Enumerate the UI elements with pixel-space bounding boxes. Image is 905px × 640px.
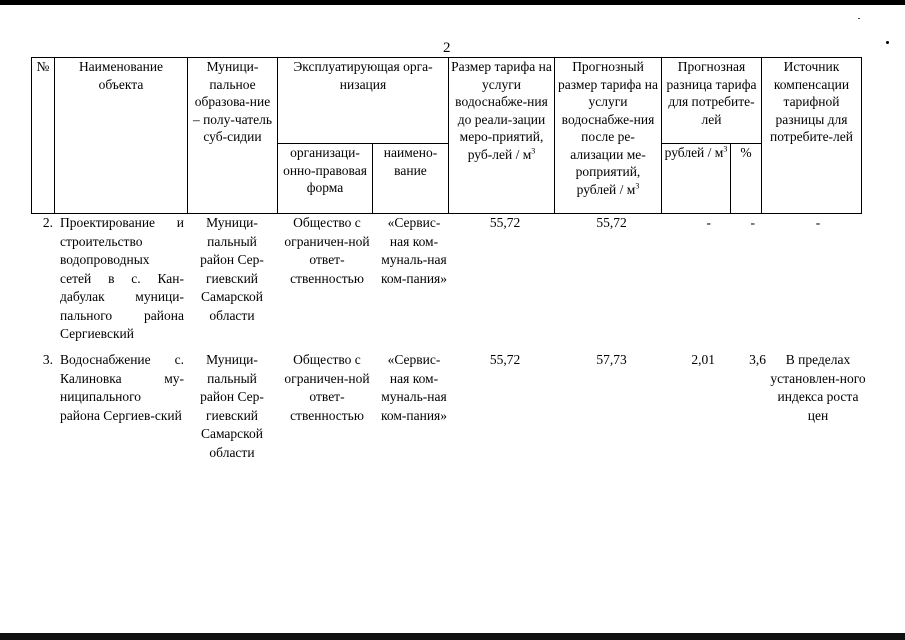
row-org-name: «Сервис-ная ком-муналь-ная ком-пания» bbox=[380, 352, 448, 423]
header-municipality: Муници-пальное образова-ние – полу-чатель суб-сидии bbox=[188, 58, 278, 214]
row-org-form: Общество с ограничен-ной ответ-ственностью bbox=[284, 215, 370, 286]
row-municipality: Муници-пальный район Сер-гиевский Самарской области bbox=[200, 215, 264, 323]
row-source: В пределах установлен-ного индекса роста цен bbox=[770, 352, 866, 423]
header-operator-name: наимено-вание bbox=[373, 144, 449, 214]
row-diff-pct: 3,6 bbox=[749, 352, 766, 367]
header-no: № bbox=[32, 58, 55, 214]
row-diff-rub: - bbox=[706, 215, 711, 230]
scan-edge-bottom bbox=[0, 633, 905, 640]
row-no: 2. bbox=[42, 215, 53, 230]
row-tariff-after: 57,73 bbox=[596, 352, 627, 367]
header-tariff-forecast: Прогнозный размер тарифа на услуги водоснабже-ния после ре-ализации ме-роприятий, рублей / $м^3$ bbox=[555, 58, 662, 214]
header-diff: Прогнозная разница тарифа для потребите-лей bbox=[662, 58, 762, 144]
scan-edge-top bbox=[0, 0, 905, 5]
row-municipality: Муници-пальный район Сер-гиевский Самарской области bbox=[200, 352, 264, 460]
page-number: 2 bbox=[443, 40, 451, 56]
row-name: Проектирование и строительство водопроводных сетей в с. Кан-дабулак муници-пального района Сергиевский bbox=[60, 215, 184, 341]
row-diff-pct: - bbox=[750, 215, 755, 230]
header-tariff-before: Размер тарифа на услуги водоснабже-ния до реали-зации меро-приятий, $руб-лей / м^3$ bbox=[449, 58, 555, 214]
header-name: Наименование объекта bbox=[55, 58, 188, 214]
header-diff-rub: рублей / $м^3$ bbox=[662, 144, 731, 214]
row-no: 3. bbox=[42, 352, 53, 367]
row-source: - bbox=[815, 215, 821, 230]
row-diff-rub: 2,01 bbox=[691, 352, 715, 367]
row-tariff-after: 55,72 bbox=[596, 215, 627, 230]
header-operator-form: организаци-онно-правовая форма bbox=[278, 144, 373, 214]
scan-speck bbox=[886, 41, 889, 44]
header-source: Источник компенсации тарифной разницы для потребите-лей bbox=[762, 58, 862, 214]
row-tariff-before: 55,72 bbox=[489, 215, 521, 230]
row-name: Водоснабжение с. Калиновка му-ниципального района Сергиев-ский bbox=[60, 352, 184, 423]
row-tariff-before: 55,72 bbox=[489, 352, 521, 367]
header-diff-pct: % bbox=[731, 144, 762, 214]
tariff-table-header bbox=[31, 57, 862, 214]
header-operator: Эксплуатирующая орга-низация bbox=[278, 58, 449, 144]
row-org-name: «Сервис-ная ком-муналь-ная ком-пания» bbox=[380, 215, 448, 286]
row-org-form: Общество с ограничен-ной ответ-ственностью bbox=[284, 352, 370, 423]
scan-speck bbox=[858, 18, 860, 19]
